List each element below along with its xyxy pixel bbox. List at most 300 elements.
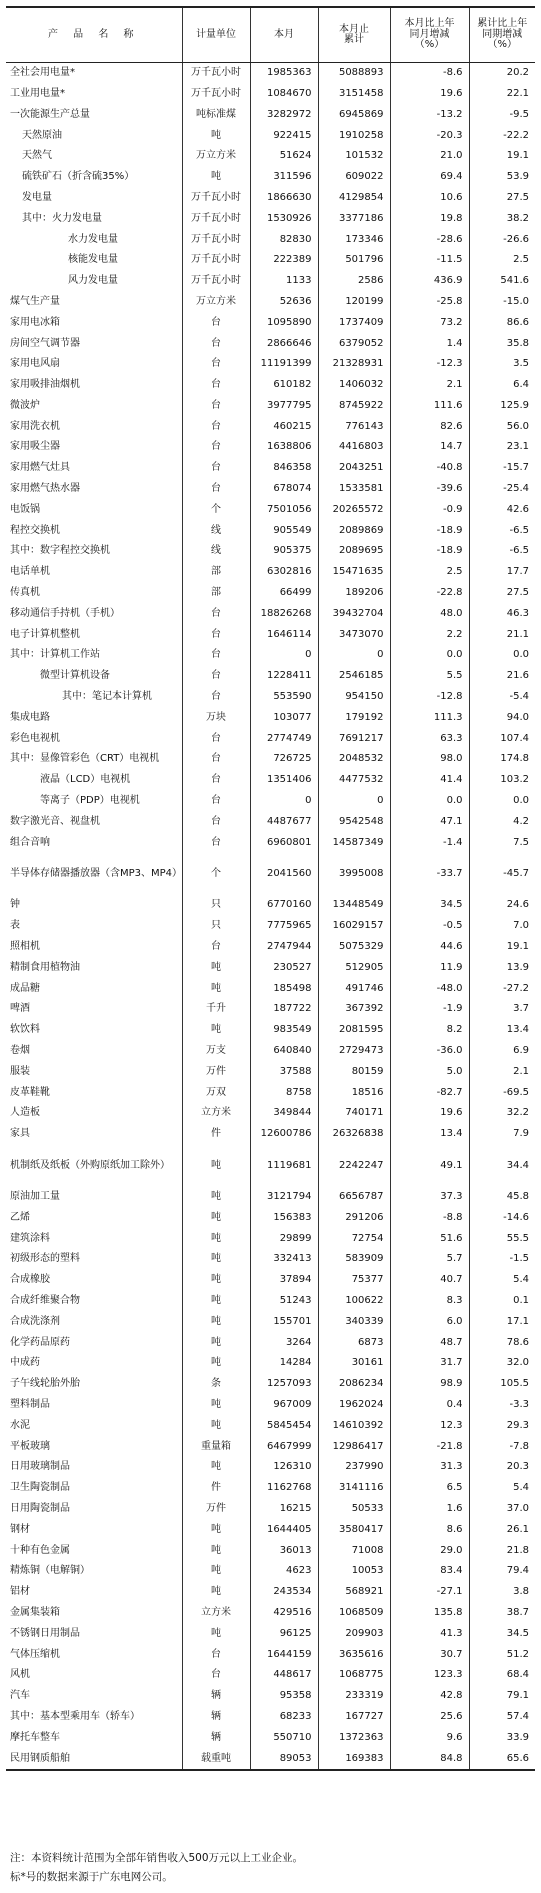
- cell-this-month: 311596: [250, 167, 318, 188]
- table-row: [6, 1062, 535, 1083]
- cell-cumulative-yoy-change: 3.7: [469, 999, 535, 1020]
- cell-cumulative-yoy-change: 35.8: [469, 333, 535, 354]
- cell-month-yoy-change: 84.8: [390, 1748, 469, 1770]
- cell-cumulative: 4477532: [318, 770, 390, 791]
- cell-month-yoy-change: 6.5: [390, 1478, 469, 1499]
- cell-product-name: 其中：火力发电量: [22, 212, 102, 224]
- cell-this-month: 1644159: [250, 1644, 318, 1665]
- cell-unit: 辆: [182, 1686, 250, 1707]
- cell-product-name: 家具: [10, 1128, 30, 1140]
- cell-cumulative: 237990: [318, 1457, 390, 1478]
- cell-cumulative-yoy-change: -22.2: [469, 125, 535, 146]
- cell-this-month: 3282972: [250, 105, 318, 126]
- cell-cumulative-yoy-change: 19.1: [469, 937, 535, 958]
- cell-cumulative-yoy-change: 42.6: [469, 500, 535, 521]
- cell-this-month: 1119681: [250, 1145, 318, 1187]
- cell-cumulative-yoy-change: -7.8: [469, 1436, 535, 1457]
- cell-month-yoy-change: -1.4: [390, 832, 469, 853]
- cell-this-month: 37588: [250, 1062, 318, 1083]
- table-row: [6, 1540, 535, 1561]
- cell-unit: 台: [182, 396, 250, 417]
- cell-month-yoy-change: 1.6: [390, 1499, 469, 1520]
- cell-product-name: 其中：计算机工作站: [10, 649, 100, 661]
- table-row: [6, 1020, 535, 1041]
- cell-month-yoy-change: 6.0: [390, 1312, 469, 1333]
- cell-unit: 吨: [182, 1416, 250, 1437]
- cell-cumulative-yoy-change: 7.0: [469, 916, 535, 937]
- cell-this-month: 8758: [250, 1082, 318, 1103]
- table-row: [6, 500, 535, 521]
- cell-cumulative-yoy-change: 68.4: [469, 1665, 535, 1686]
- table-row: [6, 1103, 535, 1124]
- cell-unit: 吨: [182, 1291, 250, 1312]
- cell-unit: 件: [182, 1478, 250, 1499]
- cell-this-month: 0: [250, 645, 318, 666]
- table-row: [6, 271, 535, 292]
- cell-month-yoy-change: -18.9: [390, 541, 469, 562]
- cell-unit: 吨: [182, 1145, 250, 1187]
- cell-this-month: 726725: [250, 749, 318, 770]
- cell-this-month: 11191399: [250, 354, 318, 375]
- cell-cumulative: 1068509: [318, 1603, 390, 1624]
- cell-month-yoy-change: 98.9: [390, 1374, 469, 1395]
- cell-this-month: 640840: [250, 1041, 318, 1062]
- cell-month-yoy-change: 41.3: [390, 1624, 469, 1645]
- cell-unit: 载重吨: [182, 1748, 250, 1770]
- cell-unit: 部: [182, 562, 250, 583]
- table-row: [6, 832, 535, 853]
- cell-cumulative-yoy-change: -15.0: [469, 292, 535, 313]
- cell-cumulative-yoy-change: 27.5: [469, 188, 535, 209]
- cell-cumulative: 167727: [318, 1707, 390, 1728]
- cell-product-name: 汽车: [10, 1690, 30, 1702]
- cell-cumulative: 2089695: [318, 541, 390, 562]
- cell-cumulative: 0: [318, 791, 390, 812]
- table-row: [6, 978, 535, 999]
- cell-this-month: 36013: [250, 1540, 318, 1561]
- cell-month-yoy-change: 19.6: [390, 84, 469, 105]
- cell-cumulative: 3580417: [318, 1520, 390, 1541]
- cell-this-month: 96125: [250, 1624, 318, 1645]
- cell-unit: 重量箱: [182, 1436, 250, 1457]
- table-row: [6, 1145, 535, 1187]
- cell-unit: 台: [182, 791, 250, 812]
- cell-unit: 台: [182, 313, 250, 334]
- cell-cumulative: 3151458: [318, 84, 390, 105]
- table-row: [6, 1208, 535, 1229]
- cell-product-name: 服装: [10, 1065, 30, 1077]
- cell-cumulative: 3635616: [318, 1644, 390, 1665]
- cell-cumulative-yoy-change: 3.5: [469, 354, 535, 375]
- cell-unit: 辆: [182, 1728, 250, 1749]
- cell-unit: 万千瓦小时: [182, 271, 250, 292]
- cell-month-yoy-change: 8.3: [390, 1291, 469, 1312]
- table-row: [6, 375, 535, 396]
- cell-product-name: 彩色电视机: [10, 732, 60, 744]
- cell-month-yoy-change: -12.8: [390, 687, 469, 708]
- cell-month-yoy-change: 29.0: [390, 1540, 469, 1561]
- cell-cumulative: 80159: [318, 1062, 390, 1083]
- cell-cumulative: 14610392: [318, 1416, 390, 1437]
- footnote-scope: 注：本资料统计范围为全部年销售收入500万元以上工业企业。: [10, 1852, 304, 1864]
- cell-unit: 件: [182, 1124, 250, 1145]
- cell-month-yoy-change: 0.0: [390, 791, 469, 812]
- cell-product-name: 成品糖: [10, 982, 40, 994]
- cell-product-name: 塑料制品: [10, 1398, 50, 1410]
- cell-unit: 吨: [182, 1020, 250, 1041]
- cell-cumulative-yoy-change: -69.5: [469, 1082, 535, 1103]
- table-row: [6, 1748, 535, 1770]
- cell-cumulative-yoy-change: -45.7: [469, 853, 535, 895]
- cell-month-yoy-change: -28.6: [390, 229, 469, 250]
- cell-cumulative: 2546185: [318, 666, 390, 687]
- cell-unit: 台: [182, 479, 250, 500]
- cell-cumulative: 7691217: [318, 729, 390, 750]
- table-row: [6, 958, 535, 979]
- table-row: [6, 729, 535, 750]
- cell-this-month: 3121794: [250, 1187, 318, 1208]
- cell-month-yoy-change: 9.6: [390, 1728, 469, 1749]
- cell-product-name: 家用燃气热水器: [10, 483, 80, 495]
- cell-cumulative: 9542548: [318, 812, 390, 833]
- table-row: [6, 437, 535, 458]
- cell-cumulative-yoy-change: 32.2: [469, 1103, 535, 1124]
- cell-product-name: 集成电路: [10, 711, 50, 723]
- cell-product-name: 数字激光音、视盘机: [10, 815, 100, 827]
- cell-cumulative: 2048532: [318, 749, 390, 770]
- table-row: [6, 895, 535, 916]
- cell-cumulative-yoy-change: 541.6: [469, 271, 535, 292]
- cell-cumulative: 20265572: [318, 500, 390, 521]
- cell-cumulative: 179192: [318, 708, 390, 729]
- cell-unit: 吨: [182, 1624, 250, 1645]
- cell-cumulative-yoy-change: 53.9: [469, 167, 535, 188]
- table-body: [6, 63, 535, 1771]
- cell-product-name: 家用电风扇: [10, 358, 60, 370]
- cell-product-name: 民用钢质船舶: [6, 1748, 182, 1770]
- cell-cumulative-yoy-change: 79.1: [469, 1686, 535, 1707]
- cell-cumulative-yoy-change: 34.5: [469, 1624, 535, 1645]
- table-row: [6, 1124, 535, 1145]
- cell-cumulative: 4129854: [318, 188, 390, 209]
- cell-product-name: 照相机: [10, 941, 40, 953]
- cell-this-month: 51624: [250, 146, 318, 167]
- table-row: [6, 146, 535, 167]
- cell-this-month: 0: [250, 791, 318, 812]
- table-row: [6, 1728, 535, 1749]
- table-row: [6, 1395, 535, 1416]
- cell-product-name: 摩托车整车: [10, 1731, 60, 1743]
- table-row: [6, 791, 535, 812]
- cell-month-yoy-change: 2.2: [390, 625, 469, 646]
- table-row: [6, 770, 535, 791]
- cell-month-yoy-change: 69.4: [390, 167, 469, 188]
- cell-cumulative: 101532: [318, 146, 390, 167]
- cell-unit: 线: [182, 541, 250, 562]
- table-row: [6, 479, 535, 500]
- cell-cumulative: 512905: [318, 958, 390, 979]
- cell-this-month: 103077: [250, 708, 318, 729]
- cell-month-yoy-change: 63.3: [390, 729, 469, 750]
- cell-unit: 吨: [182, 1270, 250, 1291]
- table-row: [6, 1707, 535, 1728]
- cell-month-yoy-change: 49.1: [390, 1145, 469, 1187]
- cell-this-month: 2041560: [250, 853, 318, 895]
- cell-this-month: 2747944: [250, 937, 318, 958]
- cell-this-month: 6467999: [250, 1436, 318, 1457]
- table-row: [6, 666, 535, 687]
- cell-cumulative: 75377: [318, 1270, 390, 1291]
- cell-product-name: 其中：数字程控交换机: [10, 545, 110, 557]
- table-row: [6, 63, 535, 84]
- cell-month-yoy-change: 10.6: [390, 188, 469, 209]
- cell-this-month: 29899: [250, 1228, 318, 1249]
- cell-unit: 吨: [182, 1520, 250, 1541]
- cell-cumulative: 776143: [318, 417, 390, 438]
- cell-product-name: 精制食用植物油: [10, 961, 80, 973]
- cell-cumulative: 3995008: [318, 853, 390, 895]
- cell-unit: 吨标准煤: [182, 105, 250, 126]
- table-row: [6, 1436, 535, 1457]
- cell-month-yoy-change: -82.7: [390, 1082, 469, 1103]
- cell-month-yoy-change: -22.8: [390, 583, 469, 604]
- cell-unit: 吨: [182, 1353, 250, 1374]
- cell-month-yoy-change: 1.4: [390, 333, 469, 354]
- cell-month-yoy-change: -8.8: [390, 1208, 469, 1229]
- cell-unit: 吨: [182, 1332, 250, 1353]
- cell-month-yoy-change: 111.3: [390, 708, 469, 729]
- cell-product-name: 合成洗涤剂: [10, 1315, 60, 1327]
- cell-cumulative: 30161: [318, 1353, 390, 1374]
- cell-cumulative: 18516: [318, 1082, 390, 1103]
- table-row: [6, 708, 535, 729]
- cell-cumulative: 2089869: [318, 521, 390, 542]
- cell-cumulative: 2586: [318, 271, 390, 292]
- cell-unit: 立方米: [182, 1603, 250, 1624]
- cell-this-month: 1530926: [250, 209, 318, 230]
- cell-this-month: 905549: [250, 521, 318, 542]
- cell-month-yoy-change: 135.8: [390, 1603, 469, 1624]
- cell-cumulative-yoy-change: 34.4: [469, 1145, 535, 1187]
- cell-unit: 台: [182, 729, 250, 750]
- cell-cumulative-yoy-change: -14.6: [469, 1208, 535, 1229]
- cell-cumulative-yoy-change: 78.6: [469, 1332, 535, 1353]
- cell-product-name: 表: [10, 920, 20, 932]
- table-row: [6, 105, 535, 126]
- cell-this-month: 1162768: [250, 1478, 318, 1499]
- table-row: [6, 583, 535, 604]
- cell-cumulative: 13448549: [318, 895, 390, 916]
- cell-cumulative: 583909: [318, 1249, 390, 1270]
- cell-cumulative: 291206: [318, 1208, 390, 1229]
- header-cumulative-yoy-change: 累计比上年 同期增减 （%）: [469, 7, 535, 63]
- cell-unit: 万块: [182, 708, 250, 729]
- cell-cumulative-yoy-change: 23.1: [469, 437, 535, 458]
- cell-this-month: 1866630: [250, 188, 318, 209]
- cell-this-month: 82830: [250, 229, 318, 250]
- cell-month-yoy-change: 2.1: [390, 375, 469, 396]
- cell-month-yoy-change: 2.5: [390, 562, 469, 583]
- cell-product-name: 风机: [10, 1669, 30, 1681]
- table-row: [6, 354, 535, 375]
- footnote-source: 标*号的数据来源于广东电网公司。: [10, 1871, 173, 1883]
- table-row: [6, 167, 535, 188]
- table-row: [6, 313, 535, 334]
- cell-cumulative: 2043251: [318, 458, 390, 479]
- cell-cumulative: 173346: [318, 229, 390, 250]
- cell-cumulative: 2086234: [318, 1374, 390, 1395]
- cell-cumulative-yoy-change: 0.1: [469, 1291, 535, 1312]
- cell-this-month: 332413: [250, 1249, 318, 1270]
- cell-unit: 台: [182, 604, 250, 625]
- cell-product-name: 卫生陶瓷制品: [10, 1482, 70, 1494]
- cell-cumulative: 39432704: [318, 604, 390, 625]
- cell-unit: 台: [182, 812, 250, 833]
- cell-this-month: 1351406: [250, 770, 318, 791]
- cell-this-month: 12600786: [250, 1124, 318, 1145]
- cell-product-name: 移动通信手持机（手机）: [10, 607, 120, 619]
- cell-product-name: 电子计算机整机: [10, 628, 80, 640]
- cell-month-yoy-change: 47.1: [390, 812, 469, 833]
- cell-this-month: 6960801: [250, 832, 318, 853]
- cell-this-month: 4623: [250, 1561, 318, 1582]
- cell-cumulative: 2729473: [318, 1041, 390, 1062]
- cell-this-month: 52636: [250, 292, 318, 313]
- table-row: [6, 1603, 535, 1624]
- cell-unit: 千升: [182, 999, 250, 1020]
- cell-product-name: 平板玻璃: [10, 1440, 50, 1452]
- cell-cumulative: 233319: [318, 1686, 390, 1707]
- cell-month-yoy-change: 19.8: [390, 209, 469, 230]
- cell-cumulative: 1962024: [318, 1395, 390, 1416]
- table-row: [6, 417, 535, 438]
- cell-product-name: 水力发电量: [68, 233, 118, 245]
- cell-cumulative: 340339: [318, 1312, 390, 1333]
- cell-month-yoy-change: 436.9: [390, 271, 469, 292]
- table-row: [6, 812, 535, 833]
- cell-this-month: 126310: [250, 1457, 318, 1478]
- table-row: [6, 604, 535, 625]
- cell-cumulative-yoy-change: 29.3: [469, 1416, 535, 1437]
- cell-product-name: 微型计算机设备: [40, 670, 110, 682]
- cell-month-yoy-change: -18.9: [390, 521, 469, 542]
- cell-unit: 个: [182, 853, 250, 895]
- cell-product-name: 日用陶瓷制品: [10, 1502, 70, 1514]
- table-row: [6, 458, 535, 479]
- cell-this-month: 1084670: [250, 84, 318, 105]
- industrial-output-table: [6, 6, 535, 1771]
- cell-cumulative-yoy-change: 105.5: [469, 1374, 535, 1395]
- cell-this-month: 185498: [250, 978, 318, 999]
- cell-month-yoy-change: 0.0: [390, 645, 469, 666]
- cell-unit: 吨: [182, 1457, 250, 1478]
- cell-month-yoy-change: 19.6: [390, 1103, 469, 1124]
- cell-this-month: 155701: [250, 1312, 318, 1333]
- cell-month-yoy-change: 82.6: [390, 417, 469, 438]
- cell-cumulative-yoy-change: 5.4: [469, 1478, 535, 1499]
- table-row: [6, 749, 535, 770]
- cell-product-name: 水泥: [10, 1419, 30, 1431]
- cell-this-month: 349844: [250, 1103, 318, 1124]
- cell-cumulative: 568921: [318, 1582, 390, 1603]
- cell-month-yoy-change: 8.2: [390, 1020, 469, 1041]
- cell-unit: 吨: [182, 1561, 250, 1582]
- table-row: [6, 1041, 535, 1062]
- cell-unit: 台: [182, 625, 250, 646]
- cell-unit: 台: [182, 375, 250, 396]
- cell-cumulative-yoy-change: 174.8: [469, 749, 535, 770]
- cell-unit: 条: [182, 1374, 250, 1395]
- cell-cumulative-yoy-change: 17.1: [469, 1312, 535, 1333]
- cell-product-name: 钟: [10, 899, 20, 911]
- cell-unit: 吨: [182, 1187, 250, 1208]
- cell-cumulative-yoy-change: 17.7: [469, 562, 535, 583]
- cell-product-name: 机制纸及纸板（外购原纸加工除外）: [10, 1159, 170, 1171]
- cell-cumulative: 4416803: [318, 437, 390, 458]
- cell-month-yoy-change: 12.3: [390, 1416, 469, 1437]
- cell-unit: 台: [182, 937, 250, 958]
- table-row: [6, 1374, 535, 1395]
- cell-cumulative-yoy-change: 55.5: [469, 1228, 535, 1249]
- table-row: [6, 1520, 535, 1541]
- cell-product-name: 卷烟: [10, 1045, 30, 1056]
- cell-unit: 吨: [182, 1312, 250, 1333]
- cell-product-name: 合成纤维聚合物: [10, 1294, 80, 1306]
- cell-unit: 部: [182, 583, 250, 604]
- cell-product-name: 化学药品原药: [10, 1336, 70, 1348]
- table-row: [6, 1249, 535, 1270]
- cell-unit: 台: [182, 666, 250, 687]
- cell-unit: 万千瓦小时: [182, 188, 250, 209]
- cell-product-name: 铝材: [10, 1586, 30, 1598]
- cell-cumulative-yoy-change: 13.4: [469, 1020, 535, 1041]
- cell-cumulative-yoy-change: -26.6: [469, 229, 535, 250]
- table-row: [6, 1644, 535, 1665]
- cell-cumulative-yoy-change: 2.1: [469, 1062, 535, 1083]
- cell-unit: 万件: [182, 1062, 250, 1083]
- cell-cumulative: 2081595: [318, 1020, 390, 1041]
- cell-month-yoy-change: 41.4: [390, 770, 469, 791]
- cell-cumulative: 3473070: [318, 625, 390, 646]
- cell-cumulative-yoy-change: 107.4: [469, 729, 535, 750]
- cell-unit: 吨: [182, 958, 250, 979]
- cell-month-yoy-change: 83.4: [390, 1561, 469, 1582]
- cell-this-month: 983549: [250, 1020, 318, 1041]
- cell-product-name: 电话单机: [10, 566, 50, 578]
- cell-product-name: 十种有色金属: [10, 1544, 70, 1556]
- cell-product-name: 其中：基本型乘用车（轿车）: [10, 1710, 140, 1722]
- cell-cumulative: 189206: [318, 583, 390, 604]
- table-row: [6, 292, 535, 313]
- cell-unit: 吨: [182, 1540, 250, 1561]
- cell-month-yoy-change: 13.4: [390, 1124, 469, 1145]
- cell-cumulative-yoy-change: 26.1: [469, 1520, 535, 1541]
- cell-product-name: 中成药: [10, 1357, 40, 1369]
- cell-this-month: 230527: [250, 958, 318, 979]
- cell-cumulative-yoy-change: 5.4: [469, 1270, 535, 1291]
- cell-cumulative-yoy-change: 86.6: [469, 313, 535, 334]
- cell-month-yoy-change: -39.6: [390, 479, 469, 500]
- cell-cumulative-yoy-change: 94.0: [469, 708, 535, 729]
- cell-cumulative: 1533581: [318, 479, 390, 500]
- cell-unit: 吨: [182, 1249, 250, 1270]
- cell-unit: 万支: [182, 1041, 250, 1062]
- cell-product-name: 微波炉: [10, 399, 40, 411]
- cell-this-month: 187722: [250, 999, 318, 1020]
- cell-cumulative: 6945869: [318, 105, 390, 126]
- cell-cumulative-yoy-change: -27.2: [469, 978, 535, 999]
- table-header-row: [6, 7, 535, 63]
